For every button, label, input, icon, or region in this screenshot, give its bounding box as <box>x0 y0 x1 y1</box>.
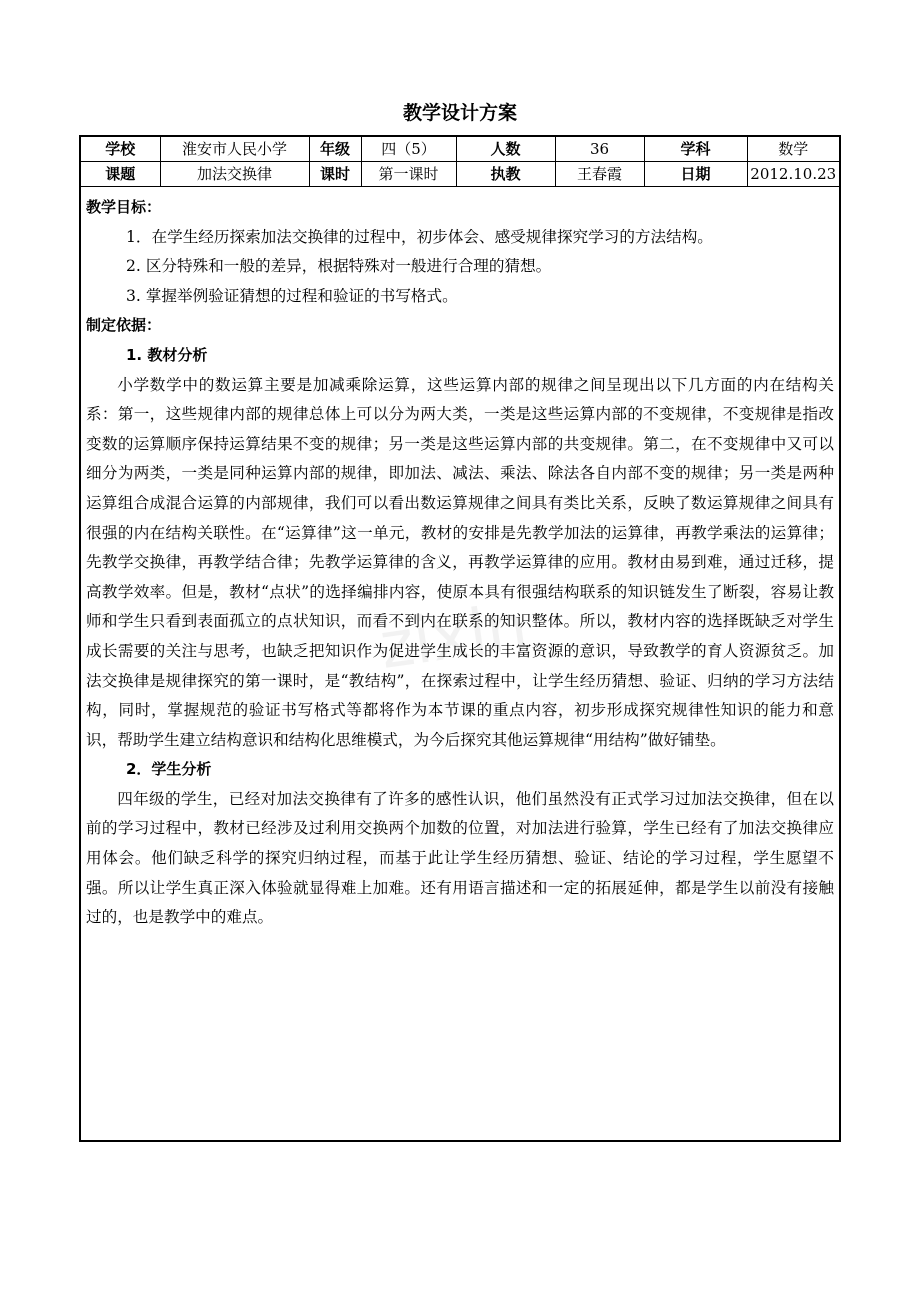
textbook-analysis-heading: 1. 教材分析 <box>126 345 208 364</box>
header-row-2 <box>81 162 839 187</box>
period-label: 课时 <box>309 162 361 187</box>
goal-item: 1．在学生经历探索加法交换律的过程中，初步体会、感受规律探究学习的方法结构。 <box>126 227 713 246</box>
page-title: 教学设计方案 <box>402 102 517 124</box>
lesson-content <box>81 187 839 933</box>
students-count-value: 36 <box>555 137 644 162</box>
basis-heading: 制定依据： <box>86 316 162 335</box>
header-table <box>81 137 839 187</box>
teacher-value: 王春霞 <box>555 162 644 187</box>
topic-label: 课题 <box>81 162 160 187</box>
teacher-label: 执教 <box>456 162 555 187</box>
goal-item: 2. 区分特殊和一般的差异，根据特殊对一般进行合理的猜想。 <box>126 257 552 276</box>
date-label: 日期 <box>644 162 747 187</box>
header-row-1 <box>81 137 839 162</box>
grade-value: 四（5） <box>361 137 456 162</box>
school-label: 学校 <box>81 137 160 162</box>
goals-heading: 教学目标： <box>86 198 162 216</box>
date-value: 2012.10.23 <box>747 162 839 187</box>
grade-label: 年级 <box>309 137 361 162</box>
subject-label: 学科 <box>644 137 747 162</box>
student-analysis-heading: 2．学生分析 <box>126 760 212 779</box>
period-value: 第一课时 <box>361 162 456 187</box>
topic-value: 加法交换律 <box>160 162 309 187</box>
watermark: zixin <box>375 590 533 684</box>
textbook-analysis-paragraph: 小学数学中的数运算主要是加减乘除运算，这些运算内部的规律之间呈现出以下几方面的内在结构关系：第一，这些规律内部的规律总体上可以分为两大类，一类是这些运算内部的不变规律，不变规律是指改变数的运算顺序保持运算结果不变的规律；另一类是这些运算内部的共变规律。第二，在不变规律中又可以细分为两类，一类是同种运算内部的规律，即加法、减法、乘法、除法各自内部不变的规律；另一类是两种运算组合成混合运算的内部规律，我们可以看出数运算规律之间具有类比关系，反映了数运算规律之间具有很强的内在结构关联性。在“运算律”这一单元，教材的安排是先教学加法的运算律，再教学乘法的运算律；先教学交换律，再教学结合律；先教学运算律的含义，再教学运算律的应用。教材由易到难，通过迁移，提高教学效率。但是，教材“点状”的选择编排内容，使原本具有很强结构联系的知识链发生了断裂，容易让教师和学生只看到表面孤立的点状知识，而看不到内在联系的知识整体。所以，教材内容的选择既缺乏对学生成长需要的关注与思考，也缺乏把知识作为促进学生成长的丰富资源的意识，导致教学的育人资源贫乏。加法交换律是规律探究的第一课时，是“教结构”，在探索过程中，让学生经历猜想、验证、归纳的学习方法结构，同时，掌握规范的验证书写格式等都将作为本节课的重点内容，初步形成探究规律性知识的能力和意识，帮助学生建立结构意识和结构化思维模式，为今后探究其他运算规律“用结构”做好铺垫。 <box>86 375 834 749</box>
goal-item: 3. 掌握举例验证猜想的过程和验证的书写格式。 <box>126 286 458 305</box>
student-analysis-paragraph: 四年级的学生，已经对加法交换律有了许多的感性认识，他们虽然没有正式学习过加法交换律，但在以前的学习过程中，教材已经涉及过利用交换两个加数的位置，对加法进行验算，学生已经有了加法交换律应用体会。他们缺乏科学的探究归纳过程，而基于此让学生经历猜想、验证、结论的学习过程，学生愿望不强。所以让学生真正深入体验就显得难上加难。还有用语言描述和一定的拓展延伸，都是学生以前没有接触过的，也是教学中的难点。 <box>86 789 834 927</box>
subject-value: 数学 <box>747 137 839 162</box>
school-value: 淮安市人民小学 <box>160 137 309 162</box>
students-count-label: 人数 <box>456 137 555 162</box>
